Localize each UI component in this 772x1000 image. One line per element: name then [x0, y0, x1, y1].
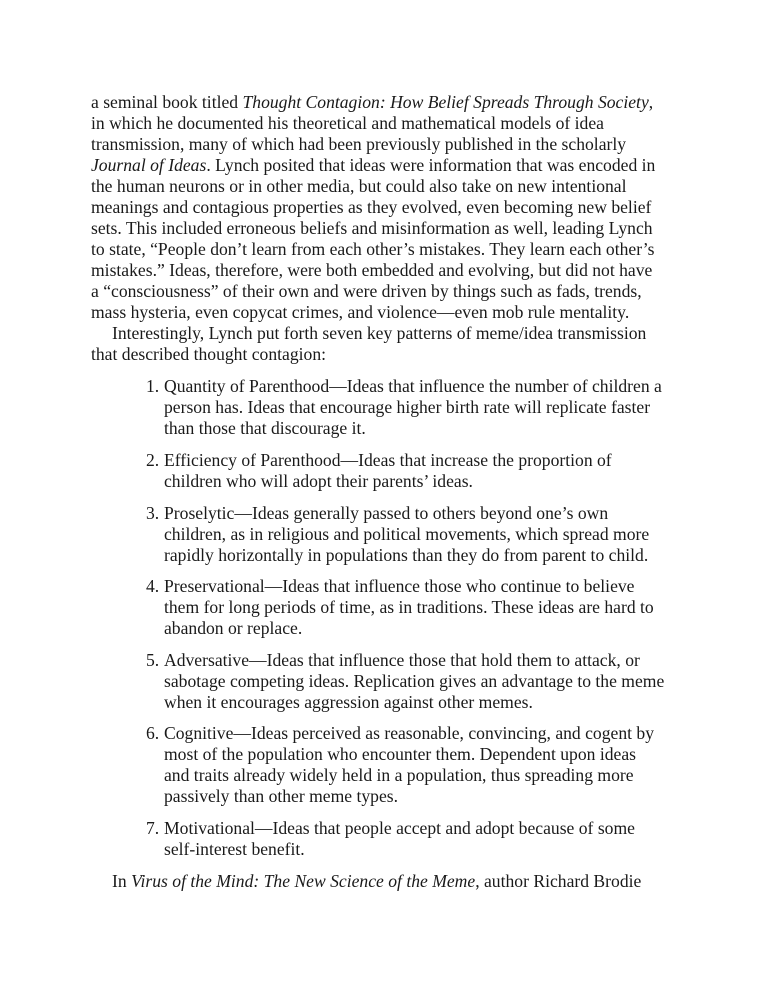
- list-item-line: rapidly horizontally in populations than they do from parent to child.: [164, 545, 649, 565]
- paragraph-line: that described thought contagion:: [91, 344, 327, 364]
- list-item-line: Quantity of Parenthood—Ideas that influence the number of children a: [164, 376, 662, 396]
- paragraph-line: in which he documented his theoretical and mathematical models of idea: [91, 113, 604, 133]
- list-item-line: children who will adopt their parents’ ideas.: [164, 471, 473, 491]
- list-item-line: than those that discourage it.: [164, 418, 366, 438]
- paragraph-line: to state, “People don’t learn from each other’s mistakes. They learn each other’s: [91, 239, 655, 259]
- list-number: 5.: [146, 650, 160, 670]
- book-title: Virus of the Mind: The New Science of the Meme: [131, 871, 476, 891]
- list-number: 6.: [146, 723, 160, 743]
- list-item-line: abandon or replace.: [164, 618, 303, 638]
- list-number: 4.: [146, 576, 160, 596]
- list-item-line: children, as in religious and political movements, which spread more: [164, 524, 650, 544]
- paragraph-line: mistakes.” Ideas, therefore, were both embedded and evolving, but did not have: [91, 260, 653, 280]
- list-number: 1.: [146, 376, 160, 396]
- list-number: 7.: [146, 818, 160, 838]
- list-item-line: self-interest benefit.: [164, 839, 305, 859]
- list-item-line: passively than other meme types.: [164, 786, 399, 806]
- paragraph-line: the human neurons or in other media, but could also take on new intentional: [91, 176, 627, 196]
- list-item-line: Efficiency of Parenthood—Ideas that increase the proportion of: [164, 450, 612, 470]
- paragraph-line: mass hysteria, even copycat crimes, and violence—even mob rule mentality.: [91, 302, 630, 322]
- list-item-line: Preservational—Ideas that influence those who continue to believe: [164, 576, 635, 596]
- journal-title: Journal of Ideas: [91, 155, 207, 175]
- list-item-line: Proselytic—Ideas generally passed to others beyond one’s own: [164, 503, 609, 523]
- list-item-line: Motivational—Ideas that people accept and adopt because of some: [164, 818, 635, 838]
- paragraph-line: Journal of Ideas. Lynch posited that ideas were information that was encoded in: [91, 155, 656, 175]
- paragraph-line: transmission, many of which had been previously published in the scholarly: [91, 134, 627, 154]
- list-item-line: and traits already widely held in a population, thus spreading more: [164, 765, 634, 785]
- paragraph-line: meanings and contagious properties as they evolved, even becoming new belief: [91, 197, 652, 217]
- list-item-line: Cognitive—Ideas perceived as reasonable, convincing, and cogent by: [164, 723, 655, 743]
- paragraph-line: sets. This included erroneous beliefs and misinformation as well, leading Lynch: [91, 218, 653, 238]
- paragraph-line: Interestingly, Lynch put forth seven key patterns of meme/idea transmission: [112, 323, 647, 343]
- list-item-line: when it encourages aggression against other memes.: [164, 692, 533, 712]
- list-item-line: Adversative—Ideas that influence those that hold them to attack, or: [164, 650, 640, 670]
- list-item-line: most of the population who encounter them. Dependent upon ideas: [164, 744, 636, 764]
- list-item-line: person has. Ideas that encourage higher birth rate will replicate faster: [164, 397, 651, 417]
- list-number: 3.: [146, 503, 160, 523]
- paragraph-line: In Virus of the Mind: The New Science of the Meme, author Richard Brodie: [112, 871, 642, 891]
- paragraph-line: a seminal book titled Thought Contagion: How Belief Spreads Through Society,: [91, 92, 654, 112]
- list-number: 2.: [146, 450, 160, 470]
- book-title: Thought Contagion: How Belief Spreads Through Society: [242, 92, 649, 112]
- list-item-line: sabotage competing ideas. Replication gives an advantage to the meme: [164, 671, 665, 691]
- paragraph-line: a “consciousness” of their own and were driven by things such as fads, trends,: [91, 281, 642, 301]
- list-item-line: them for long periods of time, as in traditions. These ideas are hard to: [164, 597, 654, 617]
